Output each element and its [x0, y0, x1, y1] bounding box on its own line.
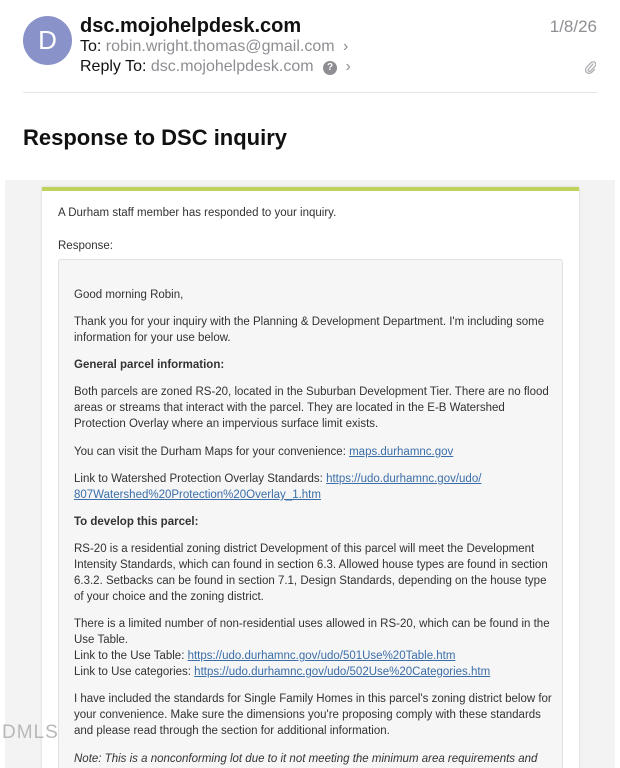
- thanks-paragraph: Thank you for your inquiry with the Planning & Development Department. I'm including some information for your use below.: [74, 316, 545, 344]
- use-table-link[interactable]: https://udo.durhamnc.gov/udo/501Use%20Table.htm: [187, 650, 456, 662]
- general-heading: General parcel information:: [74, 359, 225, 371]
- watershed-link[interactable]: https://udo.durhamnc.gov/udo/: [326, 473, 482, 485]
- standards-paragraph: I have included the standards for Single Family Homes in this parcel's zoning district below for your convenience. Make sure the dimensions you're proposing comply with these standards and please read through the section for additional information.: [74, 693, 552, 737]
- email-header: [0, 0, 620, 96]
- nonresidential-paragraph: [74, 616, 552, 680]
- chevron-right-icon[interactable]: ›: [343, 38, 349, 55]
- use-categories-text: Link to Use categories:: [74, 666, 195, 678]
- response-label: Response:: [58, 240, 113, 252]
- watershed-link-continued[interactable]: 807Watershed%20Protection%20Overlay_1.htm: [74, 489, 321, 501]
- sender-avatar[interactable]: D: [23, 16, 72, 65]
- nonresidential-text: There is a limited number of non-residential uses allowed in RS-20, which can be found in the Use Table.: [74, 618, 550, 646]
- watershed-paragraph: [74, 471, 552, 503]
- to-line[interactable]: [80, 38, 348, 56]
- mls-watermark: DMLS: [2, 722, 59, 743]
- use-table-text: Link to the Use Table:: [74, 650, 188, 662]
- sender-name[interactable]: dsc.mojohelpdesk.com: [80, 15, 302, 37]
- maps-paragraph: [74, 444, 552, 460]
- card-intro-text: A Durham staff member has responded to your inquiry.: [58, 207, 337, 219]
- help-icon[interactable]: ?: [323, 61, 337, 75]
- develop-paragraph: RS-20 is a residential zoning district Development of this parcel will meet the Development Intensity Standards, which can found in section 6.3. Allowed house types are found in section 6.3.2. Setbacks can be found in section 7.1, Design Standards, depending on the house type of your choice and the zoning district.: [74, 543, 548, 603]
- note-paragraph: Note: This is a nonconforming lot due to it not meeting the minimum area requirements and: [74, 753, 538, 765]
- email-subject: Response to DSC inquiry: [23, 125, 288, 150]
- use-categories-link[interactable]: https://udo.durhamnc.gov/udo/502Use%20Categories.htm: [194, 666, 491, 678]
- paperclip-icon[interactable]: [584, 60, 596, 74]
- greeting: Good morning Robin,: [74, 289, 184, 301]
- maps-text: You can visit the Durham Maps for your convenience:: [74, 446, 350, 458]
- email-date: 1/8/26: [549, 17, 597, 36]
- general-paragraph: Both parcels are zoned RS-20, located in the Suburban Development Tier. There are no flood areas or streams that interact with the parcel. They are located in the E-B Watershed Protection Overlay where an impervious surface limit exists.: [74, 386, 549, 430]
- reply-to-label: Reply To:: [80, 58, 147, 75]
- to-label: To:: [80, 38, 102, 55]
- develop-heading: To develop this parcel:: [74, 516, 199, 528]
- to-address[interactable]: robin.wright.thomas@gmail.com: [105, 38, 335, 55]
- reply-to-address[interactable]: dsc.mojohelpdesk.com: [150, 58, 314, 75]
- watershed-text: Link to Watershed Protection Overlay Standards:: [74, 473, 327, 485]
- chevron-right-icon[interactable]: ›: [345, 58, 351, 75]
- reply-to-line[interactable]: [80, 58, 351, 76]
- header-divider: [23, 92, 597, 93]
- maps-link[interactable]: maps.durhamnc.gov: [349, 446, 454, 458]
